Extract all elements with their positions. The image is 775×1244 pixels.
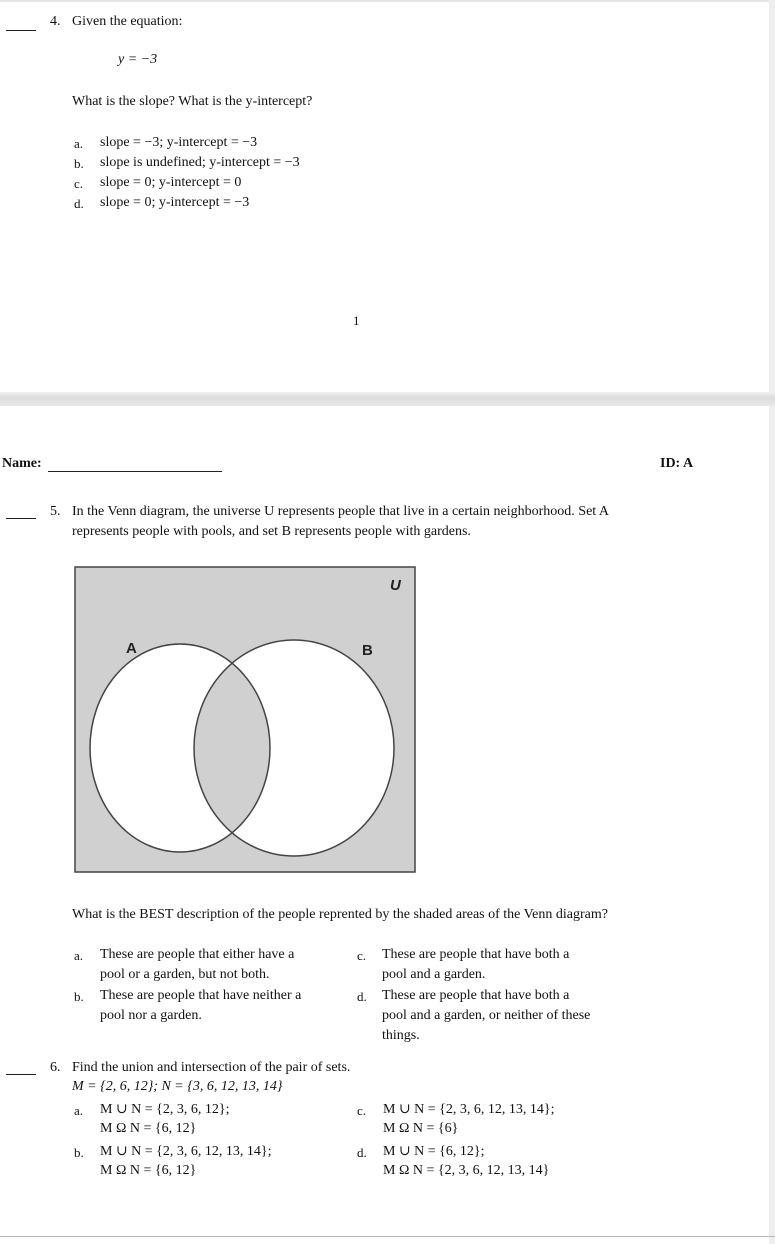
set-b-label: B <box>362 642 373 659</box>
q5-choice-b-line1[interactable]: These are people that have neither a <box>100 988 302 1003</box>
q4-choice-c[interactable]: slope = 0; y-intercept = 0 <box>100 175 242 190</box>
q5-choice-b-line2[interactable]: pool nor a garden. <box>100 1008 202 1023</box>
q6-choice-c-letter: c. <box>357 1103 367 1118</box>
q4-choice-a[interactable]: slope = −3; y-intercept = −3 <box>100 135 258 150</box>
name-label: Name: <box>2 456 42 471</box>
q5-choice-c-line2[interactable]: pool and a garden. <box>382 967 486 982</box>
q5-choice-a-line1[interactable]: These are people that either have a <box>100 947 295 962</box>
q5-choice-d-line1[interactable]: These are people that have both a <box>382 988 570 1003</box>
q6-choice-a-intersection[interactable]: M Ω N = {6, 12} <box>100 1121 197 1136</box>
universe-label: U <box>390 577 401 594</box>
q6-choice-d-intersection[interactable]: M Ω N = {2, 3, 6, 12, 13, 14} <box>383 1163 550 1178</box>
q4-question: What is the slope? What is the y-intercept? <box>72 94 313 109</box>
q6-choice-b-letter: b. <box>74 1145 84 1160</box>
q5-prompt-line1: In the Venn diagram, the universe U represents people that live in a certain neighborhood. Set A <box>72 504 610 519</box>
q5-choice-d-line2[interactable]: pool and a garden, or neither of these <box>382 1008 591 1023</box>
q6-choice-b-union[interactable]: M ∪ N = {2, 3, 6, 12, 13, 14}; <box>100 1144 272 1159</box>
q4-choice-d-letter: d. <box>74 196 84 211</box>
q6-choice-c-intersection[interactable]: M Ω N = {6} <box>383 1121 459 1136</box>
q6-prompt: Find the union and intersection of the pair of sets. <box>72 1060 351 1075</box>
q4-choice-d[interactable]: slope = 0; y-intercept = −3 <box>100 195 250 210</box>
q4-choice-b[interactable]: slope is undefined; y-intercept = −3 <box>100 155 300 170</box>
q5-choice-b-letter: b. <box>74 989 84 1004</box>
page-bottom-edge <box>0 1236 775 1237</box>
q5-choice-d-letter: d. <box>357 989 367 1004</box>
q6-sets: M = {2, 6, 12}; N = {3, 6, 12, 13, 14} <box>72 1079 283 1094</box>
q5-choice-a-letter: a. <box>74 948 84 963</box>
page-right-edge <box>769 0 775 392</box>
q5-question: What is the BEST description of the people reprented by the shaded areas of the Venn diagram? <box>72 907 608 922</box>
answer-blank-q4[interactable] <box>6 30 36 31</box>
q6-choice-c-union[interactable]: M ∪ N = {2, 3, 6, 12, 13, 14}; <box>383 1102 555 1117</box>
q4-equation: y = −3 <box>118 52 158 67</box>
set-a-label: A <box>126 640 137 657</box>
q4-number: 4. <box>50 14 61 29</box>
q5-choice-c-line1[interactable]: These are people that have both a <box>382 947 570 962</box>
q5-choice-a-line2[interactable]: pool or a garden, but not both. <box>100 967 270 982</box>
q5-prompt-line2: represents people with pools, and set B represents people with gardens. <box>72 524 471 539</box>
page-number: 1 <box>353 313 360 328</box>
answer-blank-q5[interactable] <box>6 518 36 519</box>
q6-choice-a-union[interactable]: M ∪ N = {2, 3, 6, 12}; <box>100 1102 230 1117</box>
page-break <box>0 392 775 406</box>
q6-choice-d-union[interactable]: M ∪ N = {6, 12}; <box>383 1144 485 1159</box>
q6-number: 6. <box>50 1060 61 1075</box>
id-label: ID: A <box>660 456 694 471</box>
q4-choice-c-letter: c. <box>74 176 84 191</box>
page-right-edge-2 <box>769 406 775 1244</box>
answer-blank-q6[interactable] <box>6 1074 36 1075</box>
q6-choice-b-intersection[interactable]: M Ω N = {6, 12} <box>100 1163 197 1178</box>
q4-choice-a-letter: a. <box>74 136 84 151</box>
name-field[interactable] <box>48 471 222 472</box>
q5-number: 5. <box>50 504 61 519</box>
venn-diagram <box>74 566 416 873</box>
q5-choice-d-line3[interactable]: things. <box>382 1028 420 1043</box>
q5-choice-c-letter: c. <box>357 948 367 963</box>
q4-prompt: Given the equation: <box>72 14 183 29</box>
q6-choice-d-letter: d. <box>357 1145 367 1160</box>
page-top-edge <box>0 0 775 2</box>
q6-choice-a-letter: a. <box>74 1103 84 1118</box>
q4-choice-b-letter: b. <box>74 156 84 171</box>
